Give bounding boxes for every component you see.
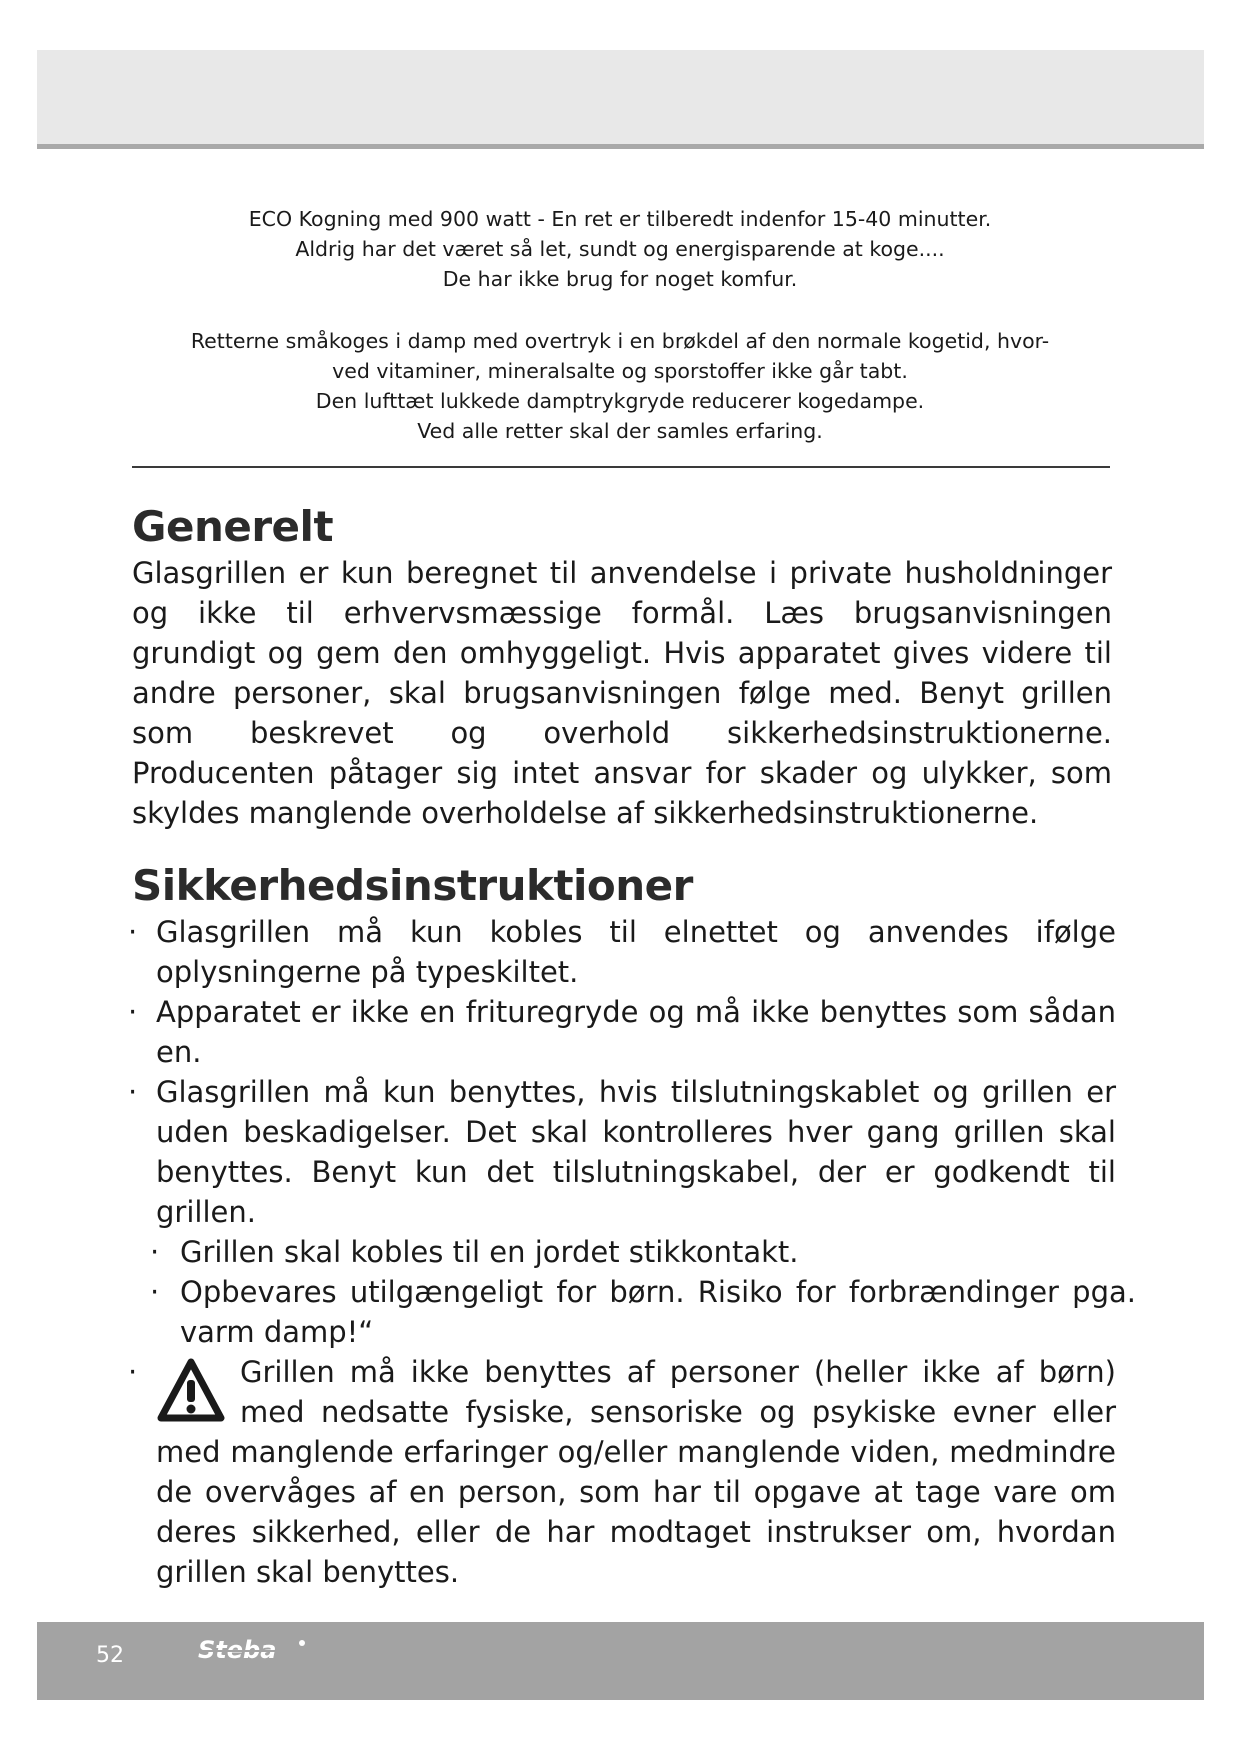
list-item-text: Grillen skal kobles til en jordet stikkontakt. <box>180 1235 799 1269</box>
section-title-generelt: Generelt <box>132 502 334 551</box>
list-item-text: Opbevares utilgængeligt for børn. Risiko for forbrændinger pga. varm damp!“ <box>180 1275 1136 1349</box>
intro-line: ved vitaminer, mineralsalte og sporstoffer ikke går tabt. <box>332 359 908 383</box>
divider <box>132 466 1110 468</box>
section-title-safety: Sikkerhedsinstruktioner <box>132 861 693 910</box>
intro-line: Ved alle retter skal der samles erfaring. <box>417 419 823 443</box>
bullet-marker: · <box>150 1275 160 1309</box>
bullet-marker: · <box>128 915 138 949</box>
list-item <box>128 912 1116 992</box>
generelt-body: Glasgrillen er kun beregnet til anvendelse i private husholdninger og ikke til erhvervsmæssige formål. Læs brugsanvisningen grundigt og gem den omhyggeligt. Hvis apparatet gives videre til andre personer, skal brugsanvisningen følge med. Benyt grillen som beskrevet og overhold sikkerhedsinstruktionerne. Producenten påtager sig intet ansvar for skader og ulykker, som skyldes manglende overholdelse af sikkerhedsinstruktionerne. <box>132 556 1112 830</box>
intro-line: Aldrig har det været så let, sundt og energisparende at koge.... <box>295 237 945 261</box>
bullet-marker: · <box>128 995 138 1029</box>
intro-line: Den lufttæt lukkede damptrykgryde reducerer kogedampe. <box>315 389 925 413</box>
warning-triangle-icon <box>156 1356 226 1426</box>
list-item <box>128 1232 1136 1272</box>
list-item-text: Apparatet er ikke en frituregryde og må ikke benyttes som sådan en. <box>156 995 1116 1069</box>
safety-list <box>128 912 1136 1592</box>
bullet-marker: · <box>128 1075 138 1109</box>
list-item-text: Glasgrillen må kun benyttes, hvis tilslutningskablet og grillen er uden beskadigelser. Det skal kontrolleres hver gang grillen skal benyttes. Benyt kun det tilslutningskabel, der er godkendt til grillen. <box>156 1075 1116 1229</box>
page-number: 52 <box>96 1643 124 1668</box>
list-item-text: Glasgrillen må kun kobles til elnettet og anvendes ifølge oplysningerne på typeskiltet. <box>156 915 1116 989</box>
steba-logo <box>196 1636 316 1666</box>
header-band <box>37 50 1204 149</box>
list-item <box>128 1272 1136 1352</box>
bullet-marker: · <box>128 1355 138 1389</box>
intro-line: De har ikke brug for noget komfur. <box>442 267 798 291</box>
list-item <box>128 1072 1116 1232</box>
list-item <box>128 992 1116 1072</box>
list-item <box>128 1352 1116 1592</box>
logo-text: Steba <box>198 1636 277 1664</box>
intro-line: Retterne småkoges i damp med overtryk i en brøkdel af den normale kogetid, hvor- <box>190 329 1050 353</box>
intro-line: ECO Kogning med 900 watt - En ret er tilberedt indenfor 15-40 minutter. <box>248 207 992 231</box>
intro-block <box>130 204 1110 446</box>
bullet-marker: · <box>150 1235 160 1269</box>
list-item-text: Grillen må ikke benyttes af personer (heller ikke af børn) med nedsatte fysiske, sensoriske og psykiske evner eller med manglende erfaringer og/eller manglende viden, medmindre de overvåges af en person, som har til opgave at tage vare om deres sikkerhed, eller de har modtaget instrukser om, hvordan grillen skal benyttes. <box>156 1355 1116 1589</box>
